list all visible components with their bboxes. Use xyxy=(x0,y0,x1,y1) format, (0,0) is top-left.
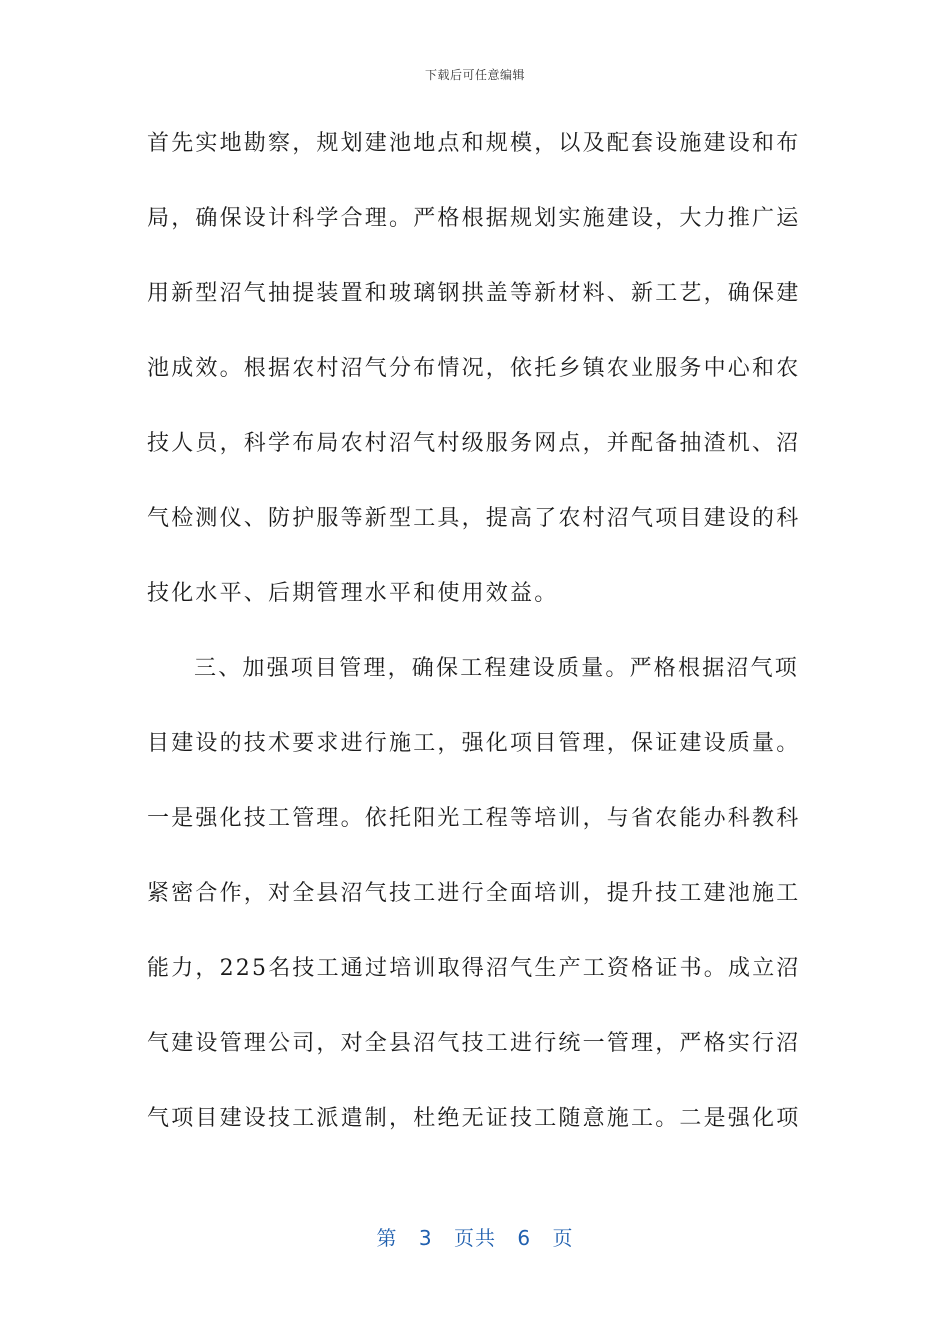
paragraph-line: 用新型沼气抽提装置和玻璃钢拱盖等新材料、新工艺，确保建 xyxy=(147,281,801,306)
page-label-middle: 页共 xyxy=(454,1226,496,1250)
total-pages-number: 6 xyxy=(517,1226,532,1250)
paragraph-line: 池成效。根据农村沼气分布情况，依托乡镇农业服务中心和农 xyxy=(147,356,801,381)
paragraph-line: 局，确保设计科学合理。严格根据规划实施建设，大力推广运 xyxy=(147,206,801,231)
paragraph-line: 首先实地勘察，规划建池地点和规模，以及配套设施建设和布 xyxy=(147,131,801,156)
current-page-number: 3 xyxy=(418,1226,433,1250)
paragraph-line: 气项目建设技工派遣制，杜绝无证技工随意施工。二是强化项 xyxy=(147,1106,801,1131)
paragraph-line: 气检测仪、防护服等新型工具，提高了农村沼气项目建设的科 xyxy=(147,506,801,531)
paragraph-line: 技人员，科学布局农村沼气村级服务网点，并配备抽渣机、沼 xyxy=(147,431,801,456)
paragraph-line: 目建设的技术要求进行施工，强化项目管理，保证建设质量。 xyxy=(147,731,801,756)
page-label-suffix: 页 xyxy=(552,1226,574,1250)
section-heading-line: 三、加强项目管理，确保工程建设质量。严格根据沼气项 xyxy=(194,656,800,681)
document-body xyxy=(147,122,801,1172)
page-header: 下载后可任意编辑 xyxy=(424,68,525,82)
paragraph-line: 紧密合作，对全县沼气技工进行全面培训，提升技工建池施工 xyxy=(147,881,801,906)
paragraph-line: 气建设管理公司，对全县沼气技工进行统一管理，严格实行沼 xyxy=(147,1031,801,1056)
paragraph-line: 一是强化技工管理。依托阳光工程等培训，与省农能办科教科 xyxy=(147,806,801,831)
paragraph-line: 技化水平、后期管理水平和使用效益。 xyxy=(147,581,559,606)
paragraph-line: 能力，225名技工通过培训取得沼气生产工资格证书。成立沼 xyxy=(147,956,801,981)
page-label-prefix: 第 xyxy=(376,1226,398,1250)
page-footer xyxy=(0,1222,950,1251)
